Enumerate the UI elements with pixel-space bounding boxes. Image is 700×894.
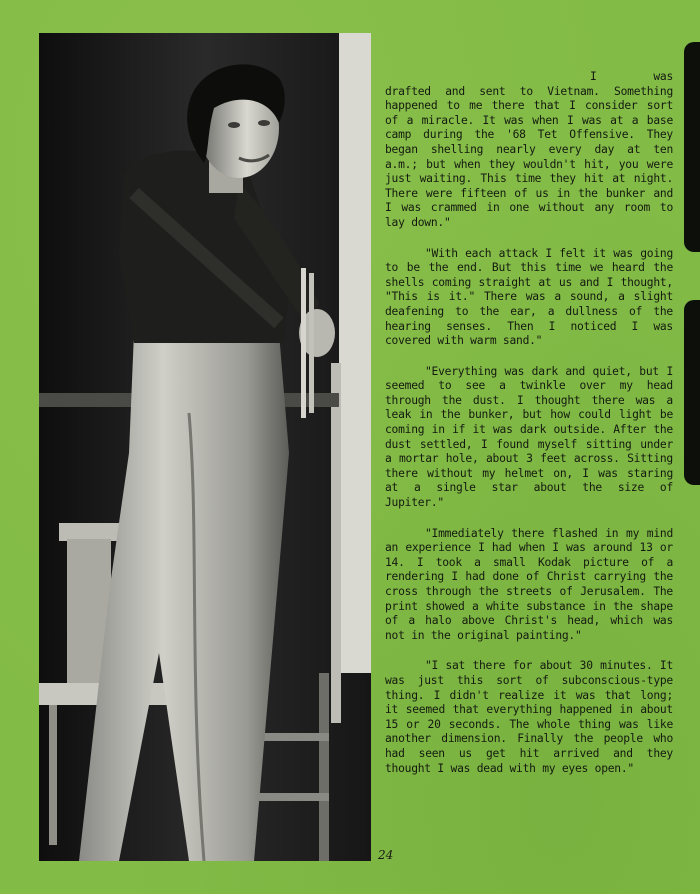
article-text-column xyxy=(385,70,673,792)
portrait-photo xyxy=(39,33,371,861)
page-edge-mark-top xyxy=(684,42,700,252)
artist-photo-illustration xyxy=(39,33,371,861)
article-paragraph: "With each attack I felt it was going to be the end. But this time we heard the shells coming straight at us and I thought, "This is it." There was a sound, a slight deafening to the ear, a dullness of the hearing senses. Then I noticed I was covered with warm sand." xyxy=(385,246,673,348)
article-paragraph: "I sat there for about 30 minutes. It was just this sort of subconscious-type thing. I didn't realize it was that long; it seemed that everything happened in about 15 or 20 seconds. The whole thing was like another dimension. Finally the people who had seen us get hit arrived and they thought I was dead with my eyes open." xyxy=(385,659,673,775)
article-paragraph: I was drafted and sent to Vietnam. Something happened to me there that I consider sort of a miracle. It was when I was at a base camp during the '68 Tet Offensive. They began shelling nearly every day at ten a.m.; but when they wouldn't hit, you were just waiting. This time they hit at night. There were fifteen of us in the bunker and I was crammed in one without any room to lay down." xyxy=(385,70,673,229)
page-edge-mark-bottom xyxy=(684,300,700,485)
article-paragraph: "Immediately there flashed in my mind an experience I had when I was around 13 or 14. I took a small Kodak picture of a rendering I had done of Christ carrying the cross through the streets of Jerusalem. The print showed a white substance in the shape of a halo above Christ's head, which was not in the original painting." xyxy=(385,526,673,642)
article-paragraph: "Everything was dark and quiet, but I seemed to see a twinkle over my head through the dust. I thought there was a leak in the bunker, but how could light be coming in if it was dark outside. After the dust settled, I found myself sitting under a mortar hole, about 3 feet across. Sitting there without my helmet on, I was staring at a single star about the size of Jupiter." xyxy=(385,364,673,510)
page-number: 24 xyxy=(378,848,394,862)
